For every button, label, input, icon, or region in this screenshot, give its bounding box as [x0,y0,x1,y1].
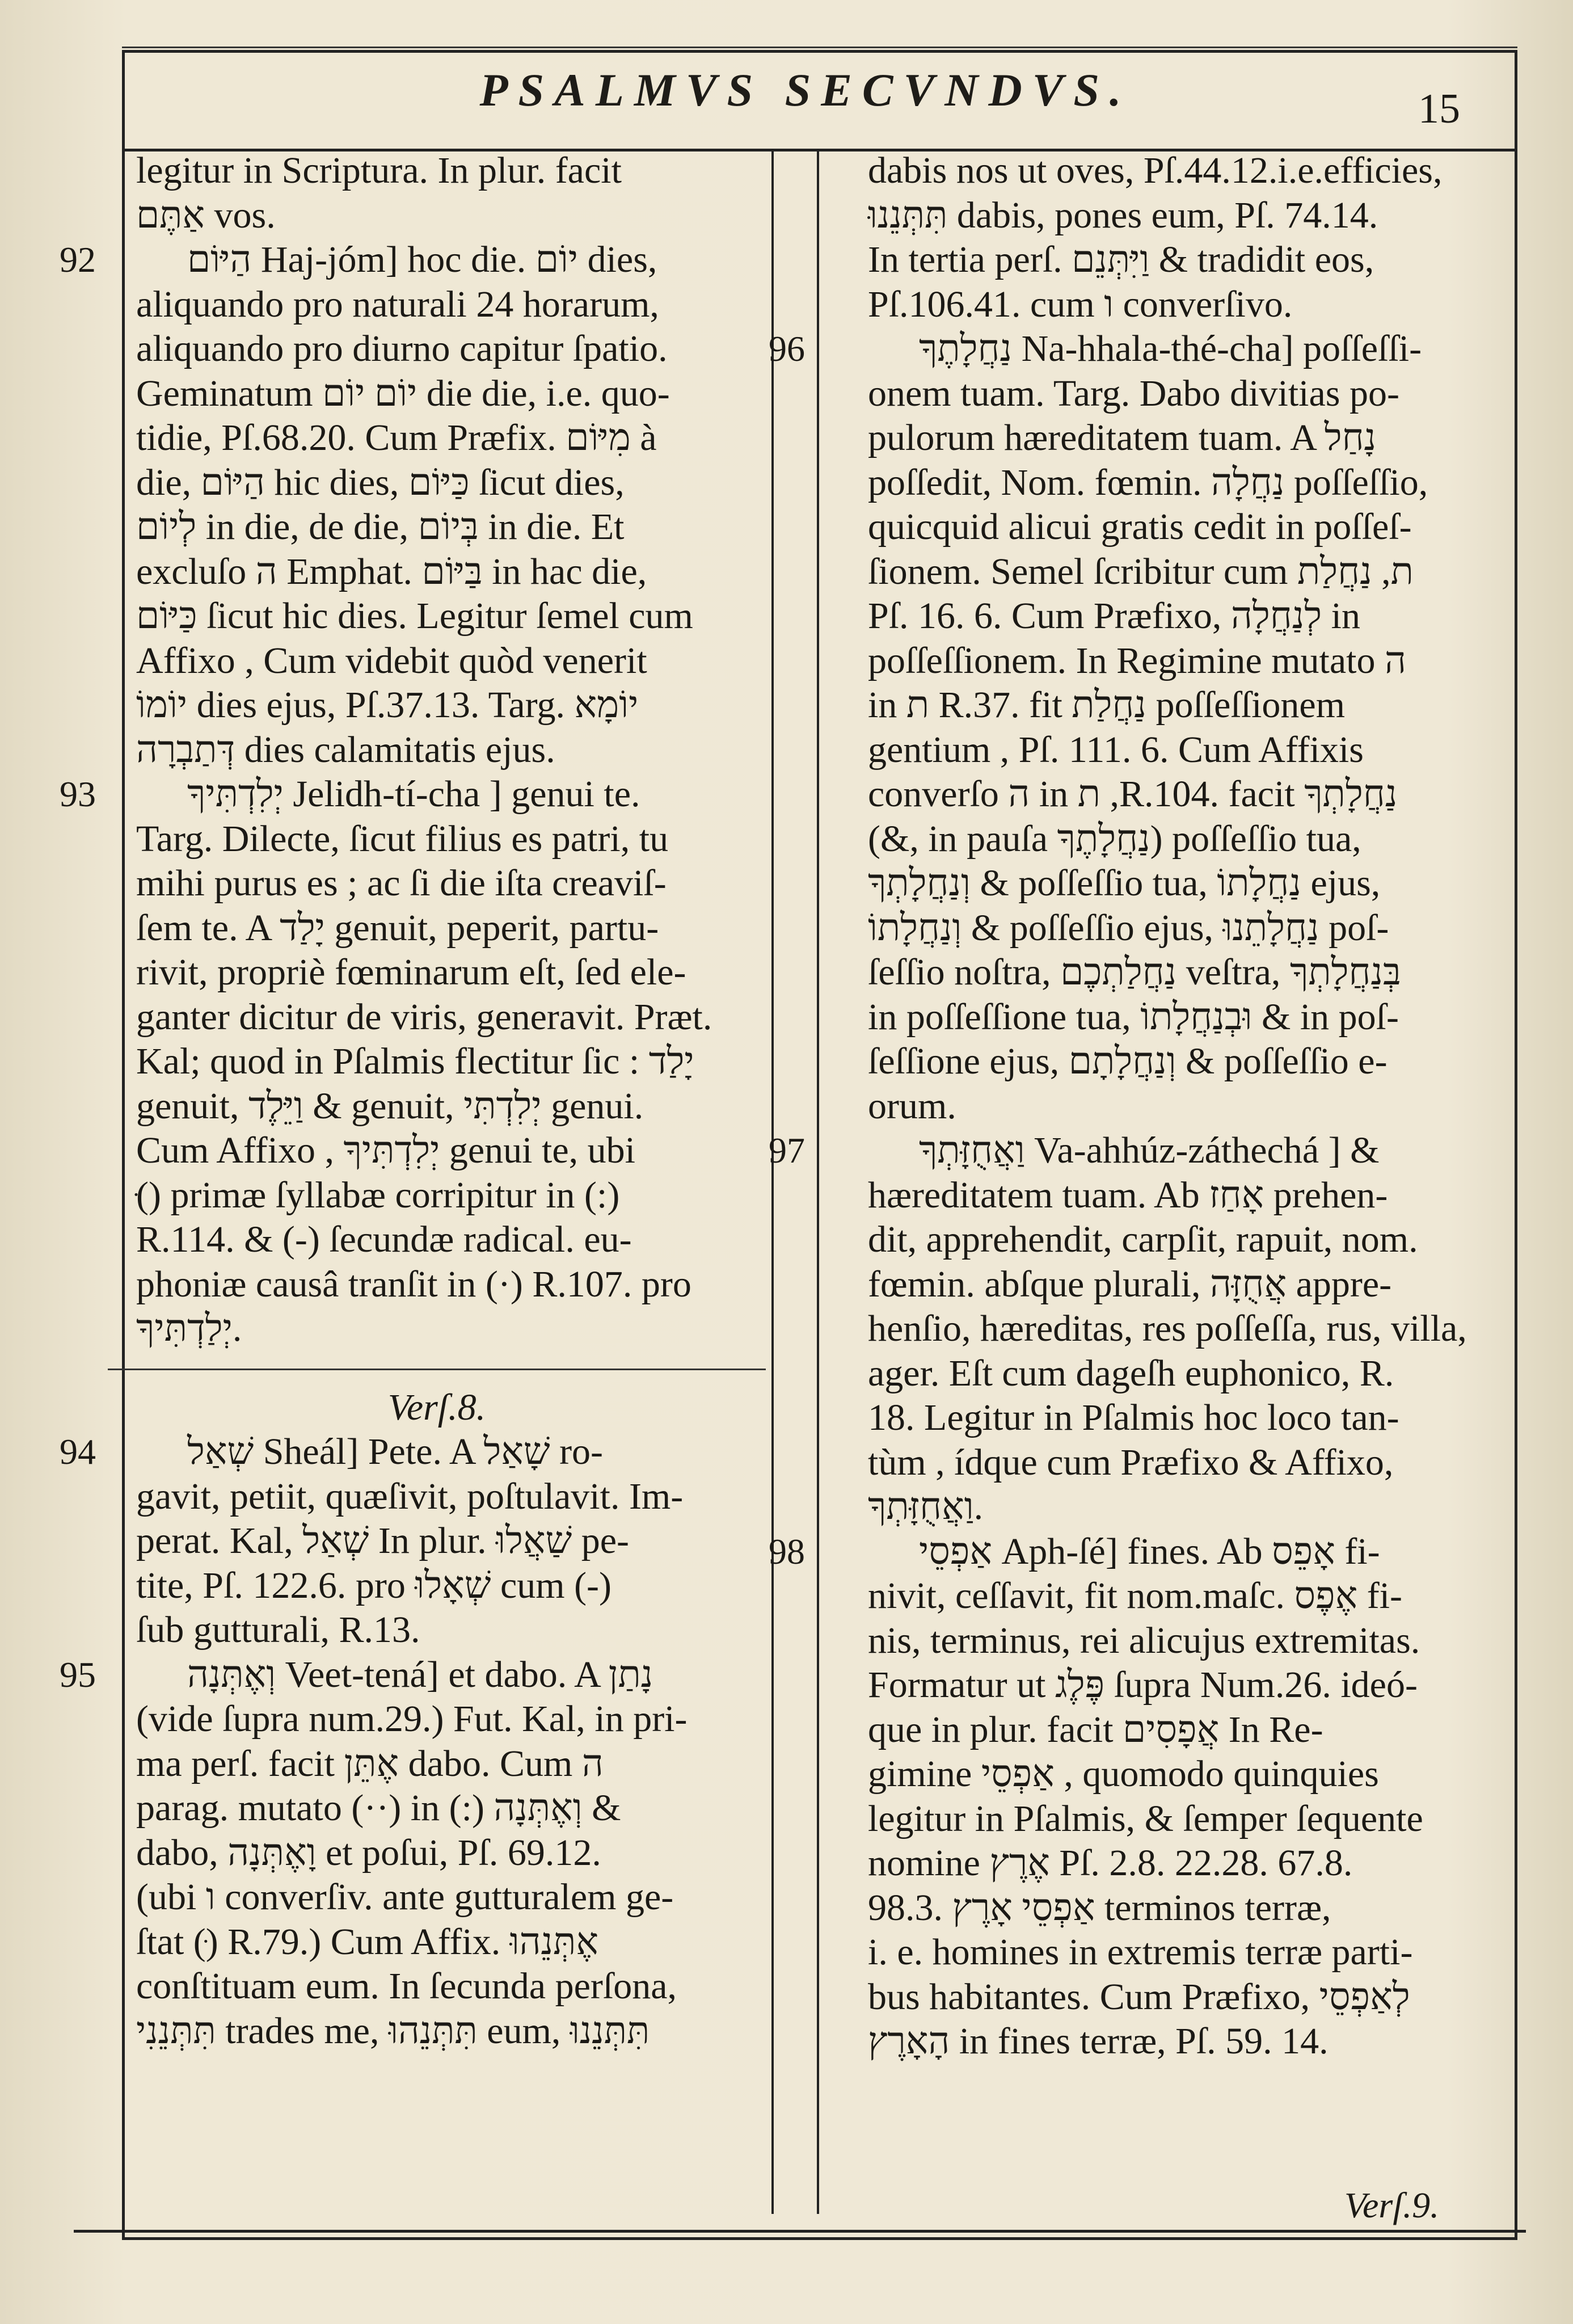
line-text: שְׁאַל Sheál] Pete. A שָׁאַל ro- [187,1431,604,1472]
text-line [108,1786,766,1831]
text-line [840,817,1517,862]
line-text: ſub gutturali, R.13. [136,1609,420,1651]
text-line [840,1930,1517,1975]
text-line [840,1039,1517,1084]
text-line [840,193,1517,238]
line-text: נַחֲלָתֶךָ Na-hhala-thé-cha] poſſeſſi- [919,328,1422,369]
line-text: bus habitantes. Cum Præfixo, לְאַפְסֵי [868,1976,1410,2018]
text-line [108,283,766,327]
text-line [108,1475,766,1519]
line-text: nis, terminus, rei alicujus extremitas. [868,1619,1420,1661]
line-text: fœmin. abſque plurali, אֲחֻזָּה appre- [868,1263,1392,1305]
text-line [840,1708,1517,1753]
column-divider-right [817,149,819,2214]
text-line [108,193,766,238]
text-line [108,2009,766,2054]
line-text: aliquando pro diurno capitur ſpatio. [136,328,668,369]
line-text: 18. Legitur in Pſalmis hoc loco tan- [868,1397,1399,1438]
line-text: Pſ. 16. 6. Cum Præfixo, לְנַחֲלָה in [868,595,1361,637]
line-text: Targ. Dilecte, ſicut filius es patri, tu [136,818,669,860]
text-line [108,149,766,193]
entry-number: 95 [60,1654,96,1695]
text-line [108,416,766,461]
entry-number: 94 [60,1432,96,1472]
text-line [840,861,1517,906]
line-text: rivit, propriè fœminarum eſt, ſed ele- [136,952,686,993]
text-line [840,1797,1517,1842]
line-text: conſtituam eum. In ſecunda perſona, [136,1965,677,2007]
text-line [840,772,1517,817]
entry-number: 96 [769,329,805,369]
text-line [769,1530,1517,1574]
line-text: hæreditatem tuam. Ab אָחַז prehen- [868,1174,1388,1216]
catchword: Verſ.9. [1344,2185,1440,2225]
text-line [840,1396,1517,1441]
text-line [840,950,1517,995]
line-text: ſeſſione ejus, וְנַחֲלָתָם & poſſeſſio e- [868,1041,1388,1082]
line-text: (&, in pauſa נַחֲלָתֶךָ) poſſeſſio tua, [868,818,1361,860]
line-text: converſo ה in ת ,R.104. facit נַחֲלָתְךָ [868,773,1398,815]
line-text: dabis nos ut oves, Pſ.44.12.i.e.efficies, [868,150,1443,191]
text-line [840,1218,1517,1262]
line-text: tùm , ídque cum Præfixo & Affixo, [868,1441,1394,1483]
section-divider [108,1352,766,1386]
text-line [840,1752,1517,1797]
line-text: poſſedit, Nom. fœmin. נַחֲלָה poſſeſſio, [868,461,1428,503]
line-text: poſſeſſionem. In Regimine mutato ה [868,639,1406,681]
line-text: nivit, ceſſavit, fit nom.maſc. אֶפֶס fi- [868,1575,1403,1616]
line-text: תִּתְּנֵנִי trades me, תִּתְּנֵהוּ eum, תִּתְּנֵנוּ [136,2010,650,2052]
text-line [108,1875,766,1920]
line-text: לְיוֹם in die, de die, בְּיוֹם in die. Et [136,506,625,548]
line-text: dabo, וָאֶתְּנָה et poſui, Pſ. 69.12. [136,1832,601,1873]
text-line [108,1129,766,1173]
column-divider-left [771,149,774,2214]
line-text: Pſ.106.41. cum ו converſivo. [868,283,1293,325]
text-line [108,1697,766,1742]
line-text: ſionem. Semel ſcribitur cum ת, נַחֲלַת [868,550,1414,592]
line-text: ſem te. A יָלַד genuit, peperit, partu- [136,907,659,949]
line-text: gimine אַפְסֵי , quomodo quinquies [868,1753,1379,1795]
text-line [840,461,1517,506]
line-text: i. e. homines in extremis terræ parti- [868,1931,1413,1973]
text-line [840,1441,1517,1485]
line-text: perat. Kal, שְׁאַל In plur. שַׁאֲלוּ pe- [136,1520,629,1561]
line-text: כַּיּוֹם ſicut hic dies. Legitur ſemel cum [136,595,693,637]
text-line [108,1608,766,1653]
line-text: R.114. & (-) ſecundæ radical. eu- [136,1219,632,1260]
line-text: ager. Eſt cum dageſh euphonico, R. [868,1352,1394,1394]
left-column [60,149,766,2053]
line-text: aliquando pro naturali 24 horarum, [136,283,659,325]
text-line [840,594,1517,639]
line-text: pulorum hæreditatem tuam. A נָחַל [868,417,1377,458]
text-line [840,1886,1517,1931]
text-line [108,1039,766,1084]
text-line [108,1307,766,1352]
text-line [108,1519,766,1564]
line-text: יוֹמוֹ dies ejus, Pſ.37.13. Targ. יוֹמָא [136,684,639,726]
text-line [840,1262,1517,1307]
line-text: quicquid alicui gratis cedit in poſſeſ- [868,506,1412,548]
line-text: henſio, hæreditas, res poſſeſſa, rus, villa, [868,1308,1467,1349]
text-line [108,1742,766,1787]
text-line [108,1262,766,1307]
line-text: אַתֶּם vos. [136,194,276,236]
text-line [840,1841,1517,1886]
line-text: legitur in Scriptura. In plur. facit [136,150,622,191]
text-line [840,728,1517,773]
line-text: הָאָרֶץ in fines terræ, Pſ. 59. 14. [868,2020,1329,2062]
text-line [840,416,1517,461]
text-line [840,149,1517,193]
text-line [840,1485,1517,1530]
line-text: הַיּוֹם Haj-jóm] hoc die. יוֹם dies, [187,239,657,280]
entry-number: 98 [769,1531,805,1572]
line-text: (vide ſupra num.29.) Fut. Kal, in pri- [136,1698,688,1740]
text-line [840,238,1517,283]
line-text: que in plur. facit אֲפָסִים In Re- [868,1708,1323,1750]
text-line [60,1653,766,1698]
line-text: ſeſſio noſtra, נַחֲלַתְכֶם veſtra, בְּנַחֲלָתְךָ [868,952,1401,993]
entry-number: 97 [769,1130,805,1171]
line-text: Formatur ut פֶּלֶג ſupra Num.26. ideó- [868,1664,1418,1706]
text-line [840,1619,1517,1664]
line-text: 98.3. אַפְסֵי אָרֶץ terminos terræ, [868,1887,1331,1929]
text-line [840,995,1517,1040]
line-text: dit, apprehendit, carpſit, rapuit, nom. [868,1219,1418,1260]
text-line [840,1084,1517,1129]
line-text: genuit, וַיֵּלֶד & genuit, יְלִדְתִּי genui. [136,1085,644,1127]
line-text: תִּתְּנֵנוּ dabis, pones eum, Pſ. 74.14. [868,194,1378,236]
text-line [108,550,766,595]
text-line [840,1574,1517,1619]
text-line [108,1218,766,1262]
text-line [840,372,1517,416]
right-column [769,149,1517,2064]
text-line [840,1975,1517,2020]
line-text: ſtat (ּ) R.79.) Cum Affix. אֶתְּנֵהוּ [136,1921,598,1963]
text-line [108,461,766,506]
text-line [60,772,766,817]
line-text: וַאֲחֻזָּתְךָ. [868,1486,984,1527]
line-text: Cum Affixo , יְלִדְתִּיךָ genui te, ubi [136,1130,635,1171]
text-line [108,1920,766,1965]
line-text: Kal; quod in Pſalmis flectitur ſic : יָלַד [136,1041,694,1082]
line-text: וְנַחֲלָתְךָ & poſſeſſio tua, נַחֲלָתוֹ ejus, [868,862,1381,904]
text-line [840,1173,1517,1218]
line-text: onem tuam. Targ. Dabo divitias po- [868,372,1399,414]
text-line [769,1129,1517,1173]
running-head: PSALMVS SECVNDVS. [479,64,1132,116]
line-text: mihi purus es ; ac ſi die iſta creaviſ- [136,862,667,904]
line-text: וְנַחֲלָתוֹ & poſſeſſio ejus, נַחֲלָתֵנוּ poſ- [868,907,1389,949]
line-text: In tertia perſ. וַיִּתְּנֵם & tradidit eos, [868,239,1374,280]
text-line [769,327,1517,372]
text-line [840,906,1517,951]
text-line [108,1964,766,2009]
line-text: gavit, petiit, quæſivit, poſtulavit. Im- [136,1475,684,1517]
text-line [108,372,766,416]
entry-number: 93 [60,774,96,814]
text-line [108,728,766,773]
line-text: in ת R.37. fit נַחֲלַת poſſeſſionem [868,684,1346,726]
line-text: וְאֶתְּנָה Veet-tená] et dabo. A נָתַן [187,1653,653,1695]
text-line [108,1173,766,1218]
line-text: Geminatum יוֹם יוֹם die die, i.e. quo- [136,372,670,414]
text-line [108,639,766,684]
text-line [108,683,766,728]
line-text: phoniæ causâ tranſit in (·) R.107. pro [136,1263,691,1305]
line-text: tidie, Pſ.68.20. Cum Præfix. מִיּוֹם à [136,417,657,458]
text-line [108,817,766,862]
text-line [840,683,1517,728]
line-text: (ubi ו converſiv. ante gutturalem ge- [136,1876,674,1918]
text-line [108,327,766,372]
bottom-rule [74,2230,1526,2233]
section-heading: Verſ.8. [387,1386,486,1428]
text-line [108,1831,766,1876]
text-line [108,861,766,906]
text-line [108,594,766,639]
top-rule [122,47,1517,48]
line-text: ma perſ. facit אֶתֵּן dabo. Cum ה [136,1742,604,1784]
line-text: die, הַיּוֹם hic dies, כַּיּוֹם ſicut dies, [136,461,625,503]
entry-number: 92 [60,239,96,280]
line-text: tite, Pſ. 122.6. pro שְׁאָלוּ cum (-) [136,1564,612,1606]
line-text: nomine אֶרֶץ Pſ. 2.8. 22.28. 67.8. [868,1842,1353,1884]
line-text: gentium , Pſ. 111. 6. Cum Affixis [868,729,1364,771]
line-text: in poſſeſſione tua, וּבְנַחֲלָתוֹ & in poſ- [868,996,1399,1038]
text-line [840,2019,1517,2064]
text-line [108,505,766,550]
line-text: parag. mutato (··) in (:) וְאֶתְּנָה & [136,1787,621,1829]
line-text: orum. [868,1085,956,1127]
text-line [840,1663,1517,1708]
text-line [840,550,1517,595]
line-text: דְּתַבְרָה dies calamitatis ejus. [136,729,555,771]
line-text: יְלַדְתִּיךָ. [136,1308,242,1349]
text-line [840,1352,1517,1396]
line-text: יְלִדְתִּיךָ Jelidh-tí-cha ] genui te. [187,773,640,815]
text-line [60,1430,766,1475]
page-number: 15 [1418,86,1460,132]
line-text: אַפְסֵי Aph-ſé] fines. Ab אָפֵס fi- [919,1530,1380,1572]
line-text: Affixo , Cum videbit quòd venerit [136,639,647,681]
text-line [108,1564,766,1609]
line-text: וַאֲחֻזָּתְךָ Va-ahhúz-záthechá ] & [919,1130,1380,1171]
text-line [840,283,1517,327]
line-text: ganter dicitur de viris, generavit. Præt. [136,996,712,1038]
text-line [108,906,766,951]
text-line [108,1084,766,1129]
text-line [840,505,1517,550]
line-text: (ּ) primæ ſyllabæ corripitur in (:) [136,1174,620,1216]
text-line [108,995,766,1040]
line-text: excluſo ה Emphat. בַּיּוֹם in hac die, [136,550,647,592]
text-line [840,1307,1517,1352]
text-line [108,950,766,995]
text-line [60,238,766,283]
line-text: legitur in Pſalmis, & ſemper ſequente [868,1797,1423,1839]
text-line [840,639,1517,684]
